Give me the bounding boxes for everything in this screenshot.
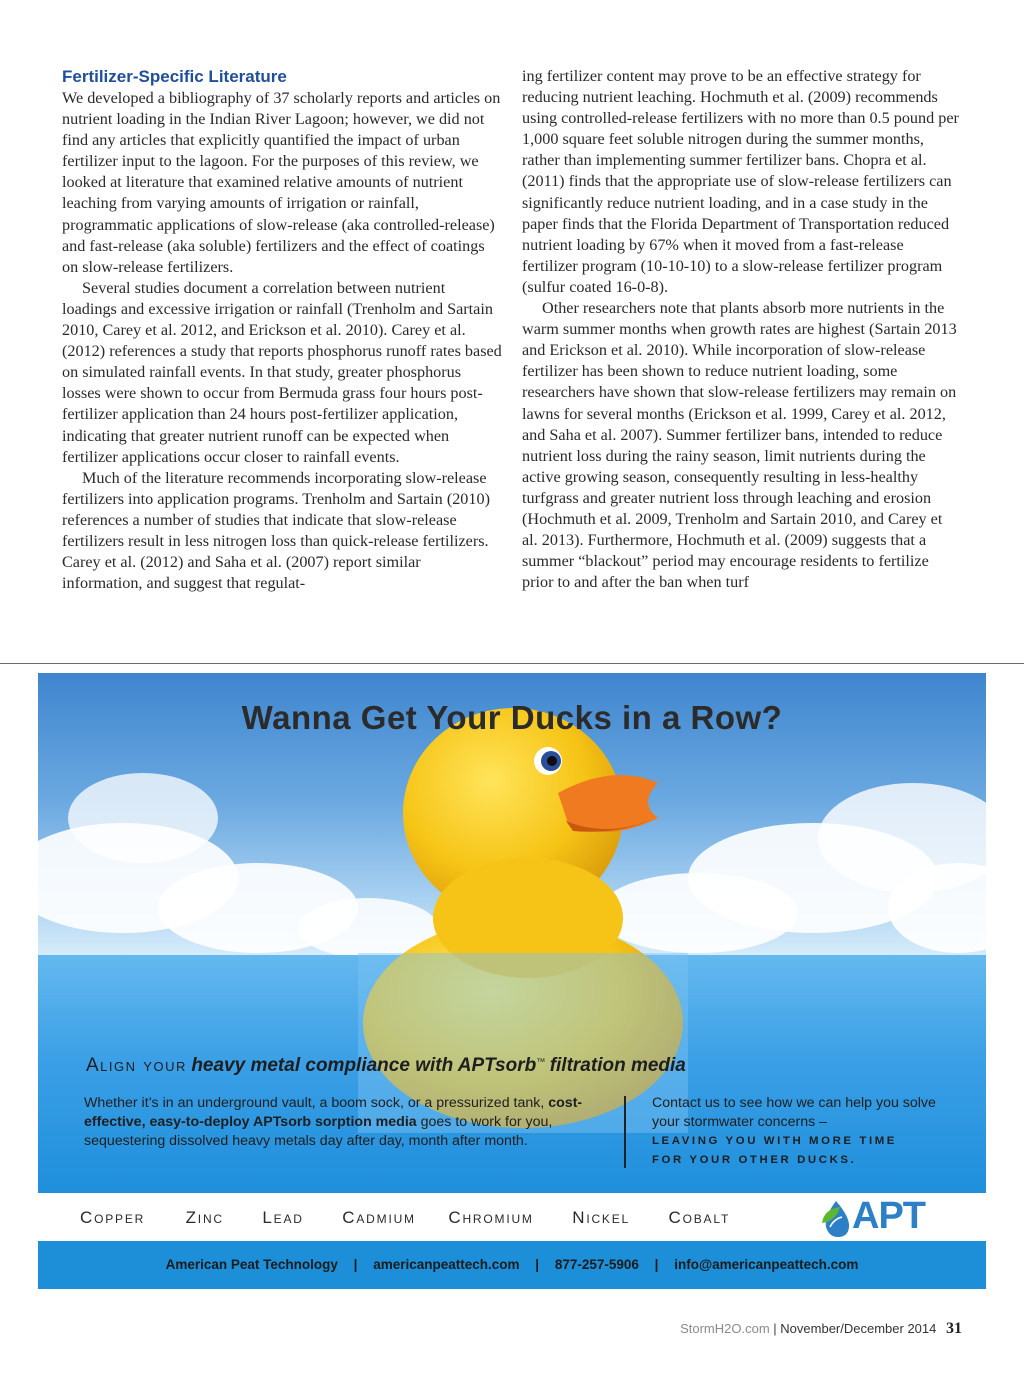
separator: | [353, 1257, 358, 1272]
ad-contact-copy [652, 1094, 952, 1170]
metal-copper: Copper [80, 1208, 146, 1227]
footer-separator: | [773, 1321, 777, 1336]
trademark-symbol: ™ [536, 1056, 546, 1067]
separator: | [654, 1257, 659, 1272]
metal-zinc: Zinc [185, 1208, 224, 1227]
apt-logo-text: APT [852, 1195, 925, 1237]
body-text: goes to work for you, sequestering dissolved heavy metals day after day, month after month. [84, 1114, 553, 1149]
tagline-end: filtration media [549, 1055, 686, 1076]
email-link[interactable]: info@americanpeattech.com [674, 1257, 859, 1272]
metal-cobalt: Cobalt [668, 1208, 731, 1227]
company-name: American Peat Technology [165, 1257, 338, 1272]
apt-logo[interactable] [818, 1197, 942, 1239]
website-link[interactable]: americanpeattech.com [373, 1257, 520, 1272]
ad-tagline [86, 1055, 946, 1077]
contact-text: Contact us to see how we can help you solve your stormwater concerns – [652, 1095, 936, 1130]
paragraph: Other researchers note that plants absorb more nutrients in the warm summer months when growth rates are highest (Sartain 2013 and Erickson et al. 2010). While incorporation of slow-release fertilizer has been shown to reduce nutrient loading, some researchers have shown that slow-release fertilizers may remain on lawns for several months (Erickson et al. 1999, Carey et al. 2012, and Saha et al. 2007). Summer fertilizer bans, intended to reduce nutrient loss during the rainy season, limit nutrients during the active growing season, consequently resulting in less-healthy turfgrass and greater nutrient loss through leaching and erosion (Hochmuth et al. 2009, Trenholm and Sartain 2010, and Carey et al. 2013). Furthermore, Hochmuth et al. (2009) suggests that a summer “blackout” period may encourage residents to fertilize prior to and after the ban when turf [522, 299, 957, 592]
advertisement[interactable] [38, 673, 986, 1289]
section-heading: Fertilizer-Specific Literature [62, 67, 287, 86]
footer-site: StormH2O.com [680, 1321, 770, 1336]
horizontal-rule [0, 663, 1024, 664]
tagline-bold: heavy metal compliance with APTsorb [191, 1055, 537, 1076]
page-footer [680, 1320, 962, 1338]
metal-cadmium: Cadmium [342, 1208, 416, 1227]
phone-number[interactable]: 877-257-5906 [554, 1257, 639, 1272]
article-column-right [522, 66, 962, 593]
contact-caps-line: LEAVING YOU WITH MORE TIME [652, 1135, 897, 1147]
separator: | [535, 1257, 540, 1272]
metal-nickel: Nickel [572, 1208, 631, 1227]
contact-caps-line: FOR YOUR OTHER DUCKS. [652, 1154, 857, 1166]
article-column-left [62, 66, 502, 594]
paragraph: ing fertilizer content may prove to be an effective strategy for reducing nutrient leaching. Hochmuth et al. (2009) recommends using controlled-release fertilizers with no more than 0.5 pound per 1,000 square feet soluble nitrogen during the summer months, rather than implementing summer fertilizer bans. Chopra et al. (2011) finds that the appropriate use of slow-release fertilizers can significantly reduce nutrient loading, and in a case study in the paper finds that the Florida Department of Transportation reduced nutrient loading by 67% when it moved from a fast-release fertilizer program (10-10-10) to a slow-release fertilizer program (sulfur coated 16-0-8). [522, 67, 959, 296]
body-text: Whether it’s in an underground vault, a boom sock, or a pressurized tank, [84, 1095, 545, 1111]
vertical-divider [624, 1096, 626, 1168]
article [0, 0, 1024, 660]
metal-chromium: Chromium [448, 1208, 534, 1227]
paragraph: Several studies document a correlation between nutrient loadings and excessive irrigation or rainfall (Trenholm and Sartain 2010, Carey et al. 2012, and Erickson et al. 2010). Carey et al. (2012) references a study that reports phosphorus runoff rates based on simulated rainfall events. In that study, greater phosphorus losses were shown to occur from Bermuda grass four hours post-fertilizer application than 24 hours post-fertilizer application, indicating that greater nutrient runoff can be expected when fertilizer applications occur closer to rainfall events. [62, 278, 502, 466]
tagline-lead: Align your [86, 1055, 187, 1076]
metals-list [80, 1208, 730, 1232]
ad-headline: Wanna Get Your Ducks in a Row? [241, 699, 783, 736]
page-number: 31 [946, 1320, 962, 1337]
paragraph: We developed a bibliography of 37 scholarly reports and articles on nutrient loading in the Indian River Lagoon; however, we did not find any articles that explicitly quantified the impact of urban fertilizer input to the lagoon. For the purposes of this review, we looked at literature that examined relative amounts of nutrient leaching from varying amounts of irrigation or rainfall, programmatic applications of slow-release (aka controlled-release) and fast-release (aka soluble) fertilizers and the effect of coatings on slow-release fertilizers. [62, 89, 501, 276]
ad-body-copy [84, 1094, 614, 1151]
contact-line [38, 1257, 986, 1272]
metal-lead: Lead [262, 1208, 304, 1227]
body-bold-text: cost-effective, easy-to-deploy APTsorb sorption media [84, 1095, 583, 1130]
footer-issue: November/December 2014 [780, 1321, 937, 1336]
paragraph: Much of the literature recommends incorporating slow-release fertilizers into application programs. Trenholm and Sartain (2010) references a number of studies that indicate that slow-release fertilizers result in less nitrogen loss than quick-release fertilizers. Carey et al. (2012) and Saha et al. (2007) report similar information, and suggest that regulat- [62, 468, 490, 593]
